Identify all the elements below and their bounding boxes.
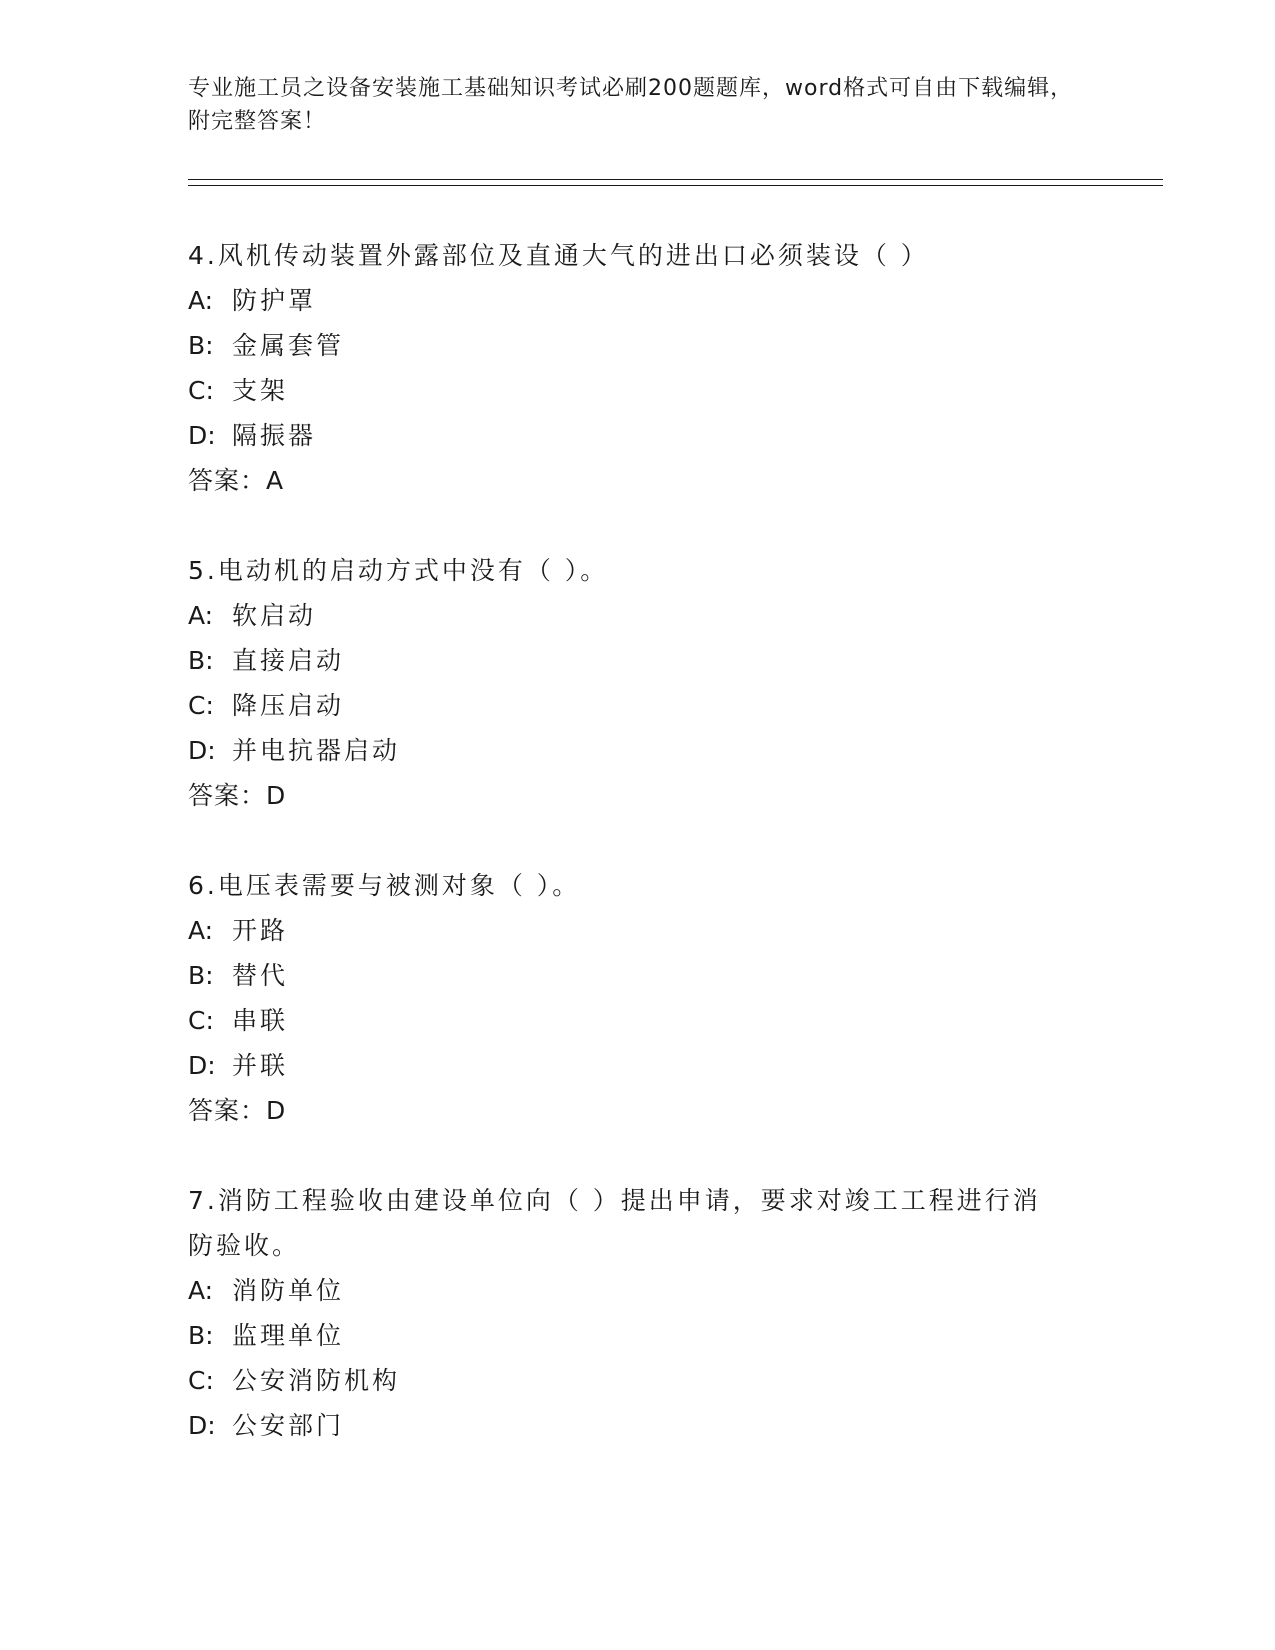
option-letter: B: <box>188 646 214 675</box>
option-text: 串联 <box>232 1006 289 1035</box>
option-a <box>188 593 1088 638</box>
option-text: 公安部门 <box>232 1411 345 1440</box>
option-c <box>188 998 1088 1043</box>
option-text: 隔振器 <box>232 421 317 450</box>
option-letter: C: <box>188 691 214 720</box>
option-letter: B: <box>188 1321 214 1350</box>
option-letter: D: <box>188 421 216 450</box>
option-text: 并联 <box>232 1051 289 1080</box>
header-divider-bottom <box>188 185 1163 186</box>
option-a <box>188 908 1088 953</box>
option-text: 消防单位 <box>232 1276 345 1305</box>
option-text: 开路 <box>232 916 289 945</box>
question-4 <box>188 233 1088 503</box>
option-letter: D: <box>188 1051 216 1080</box>
option-b <box>188 638 1088 683</box>
question-stem: 5.电动机的启动方式中没有（ ）。 <box>188 556 609 585</box>
option-text: 监理单位 <box>232 1321 345 1350</box>
question-stem: 6.电压表需要与被测对象（ ）。 <box>188 871 581 900</box>
option-letter: C: <box>188 1006 214 1035</box>
header-divider-top <box>188 179 1163 180</box>
option-b <box>188 1313 1068 1358</box>
option-text: 替代 <box>232 961 289 990</box>
option-a <box>188 278 1088 323</box>
option-letter: A: <box>188 601 214 630</box>
option-c <box>188 368 1088 413</box>
option-d <box>188 413 1088 458</box>
option-c <box>188 1358 1068 1403</box>
question-stem: 7.消防工程验收由建设单位向（ ）提出申请，要求对竣工工程进行消防验收。 <box>188 1186 1041 1260</box>
option-text: 支架 <box>232 376 289 405</box>
option-c <box>188 683 1088 728</box>
option-letter: B: <box>188 961 214 990</box>
option-d <box>188 1403 1068 1448</box>
question-5 <box>188 548 1088 818</box>
option-letter: A: <box>188 916 214 945</box>
option-letter: A: <box>188 1276 214 1305</box>
option-text: 软启动 <box>232 601 317 630</box>
option-text: 公安消防机构 <box>232 1366 401 1395</box>
answer-line: 答案：D <box>188 1096 287 1125</box>
option-text: 并电抗器启动 <box>232 736 401 765</box>
option-letter: C: <box>188 376 214 405</box>
option-letter: D: <box>188 1411 216 1440</box>
option-b <box>188 953 1088 998</box>
option-a <box>188 1268 1068 1313</box>
option-text: 直接启动 <box>232 646 345 675</box>
option-letter: C: <box>188 1366 214 1395</box>
question-7 <box>188 1178 1068 1448</box>
question-6 <box>188 863 1088 1133</box>
option-text: 金属套管 <box>232 331 345 360</box>
answer-line: 答案：D <box>188 781 287 810</box>
option-letter: D: <box>188 736 216 765</box>
option-letter: A: <box>188 286 214 315</box>
option-text: 降压启动 <box>232 691 345 720</box>
option-d <box>188 728 1088 773</box>
option-d <box>188 1043 1088 1088</box>
answer-line: 答案：A <box>188 466 285 495</box>
option-text: 防护罩 <box>232 286 317 315</box>
option-b <box>188 323 1088 368</box>
question-stem: 4.风机传动装置外露部位及直通大气的进出口必须装设（ ） <box>188 241 929 270</box>
option-letter: B: <box>188 331 214 360</box>
document-header-title: 专业施工员之设备安装施工基础知识考试必刷200题题库，word格式可自由下载编辑，附完整答案！ <box>188 76 1074 134</box>
